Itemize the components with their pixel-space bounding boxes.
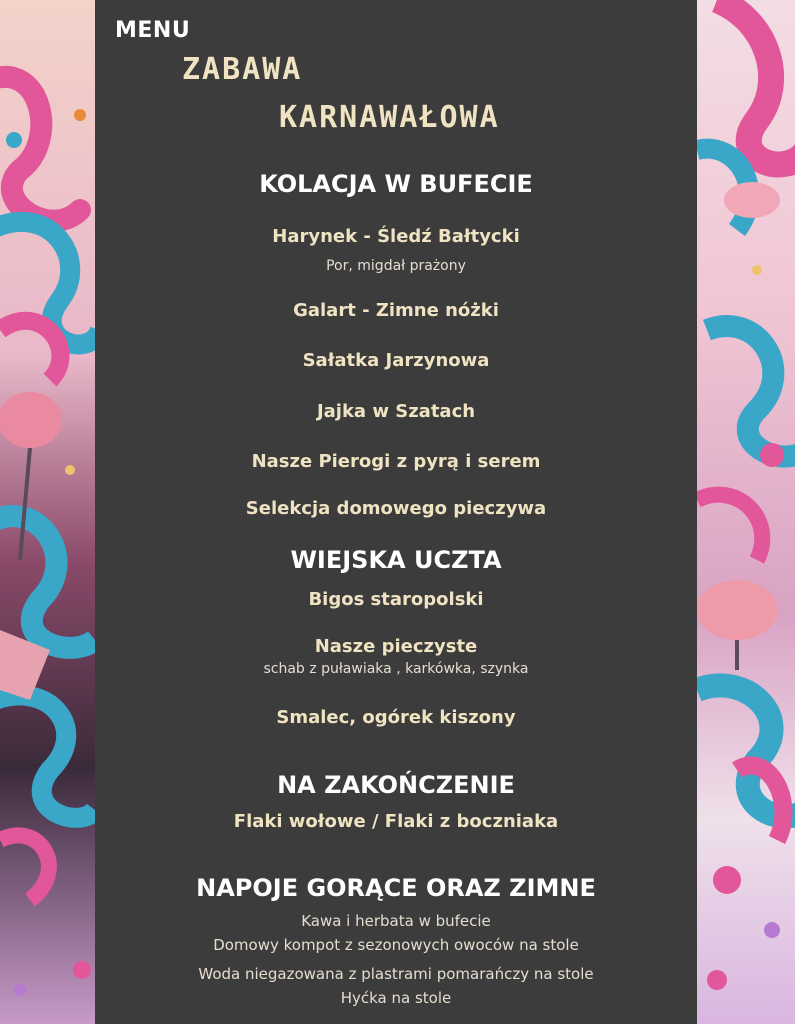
- menu-label: MENU: [115, 18, 191, 43]
- section-heading-buffet: KOLACJA W BUFECIE: [259, 170, 533, 198]
- cocktail-glass-icon: [0, 392, 62, 448]
- menu-item: Bigos staropolski: [308, 589, 484, 610]
- drink-item: Hyćka na stole: [340, 989, 452, 1007]
- title-line-1: ZABAWA: [182, 52, 303, 87]
- drink-item: Kawa i herbata w bufecie: [301, 912, 491, 930]
- menu-item: Harynek - Śledź Bałtycki: [272, 226, 520, 247]
- title-line-2: KARNAWAŁOWA: [279, 100, 500, 135]
- menu-item: Smalec, ogórek kiszony: [276, 707, 516, 728]
- menu-item: Flaki wołowe / Flaki z boczniaka: [233, 811, 559, 832]
- cocktail-glass-icon: [724, 182, 780, 218]
- menu-item: Sałatka Jarzynowa: [302, 350, 490, 371]
- section-heading-finale: NA ZAKOŃCZENIE: [277, 771, 515, 799]
- carnival-streamers-right: [697, 0, 795, 1024]
- menu-item: Galart - Zimne nóżki: [293, 300, 499, 321]
- section-heading-drinks: NAPOJE GORĄCE ORAZ ZIMNE: [196, 874, 596, 902]
- section-heading-village: WIEJSKA UCZTA: [290, 546, 502, 574]
- drink-item: Woda niegazowana z plastrami pomarańczy na stole: [198, 965, 594, 983]
- cocktail-glass-icon: [697, 580, 777, 640]
- menu-item-description: schab z puławiaka , karkówka, szynka: [263, 661, 529, 677]
- left-decorative-border: [0, 0, 95, 1024]
- menu-item: Nasze pieczyste: [314, 636, 478, 657]
- menu-item: Selekcja domowego pieczywa: [245, 498, 547, 519]
- menu-item-description: Por, migdał prażony: [326, 258, 466, 274]
- drink-item: Domowy kompot z sezonowych owoców na stole: [213, 936, 579, 954]
- menu-item: Jajka w Szatach: [316, 401, 476, 422]
- menu-item: Nasze Pierogi z pyrą i serem: [251, 451, 541, 472]
- carnival-streamers-left: [0, 0, 95, 1024]
- right-decorative-border: [697, 0, 795, 1024]
